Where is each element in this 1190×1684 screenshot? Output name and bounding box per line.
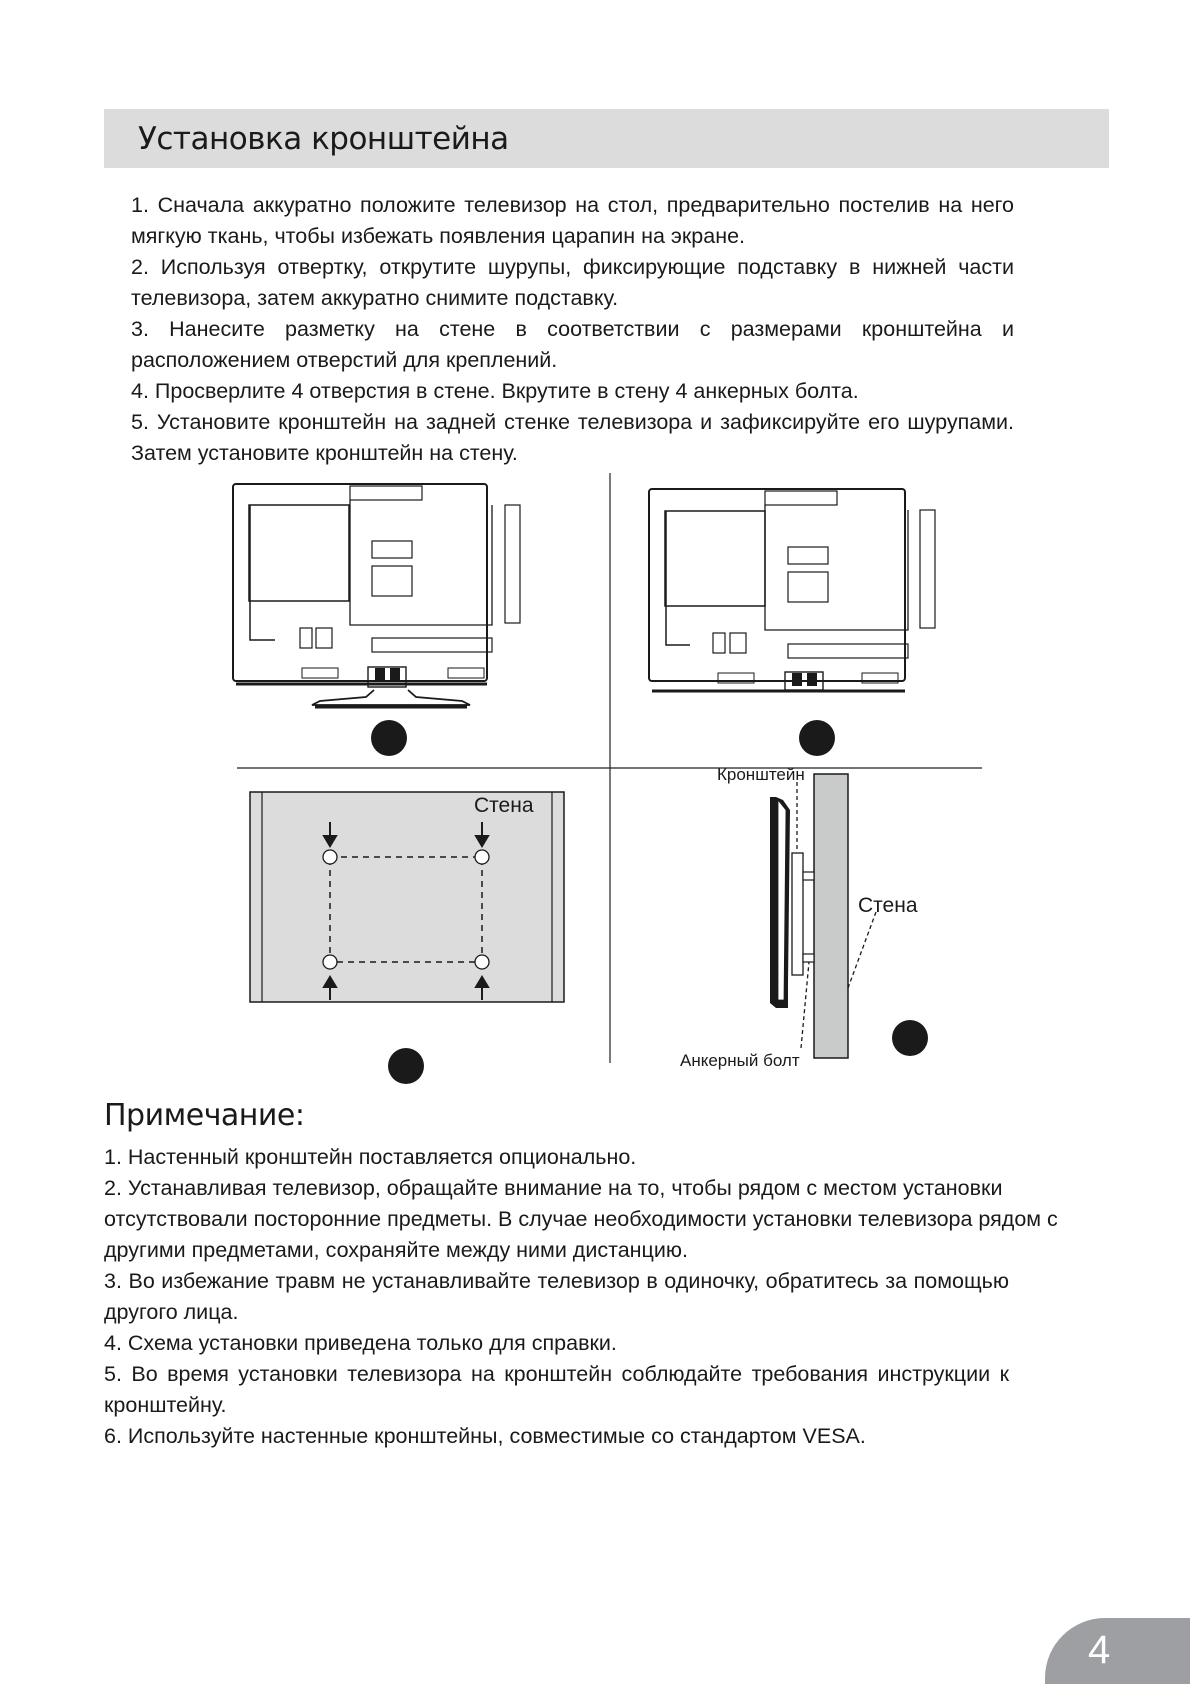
tv-back-with-stand-illustration	[233, 484, 520, 707]
step-marker-circle-1	[371, 720, 407, 756]
step-5: 5. Установите кронштейн на задней стенке телевизора и зафиксируйте его шурупами. Затем установите кронштейн на стену.	[131, 410, 1014, 465]
note-5: 5. Во время установки телевизора на кронштейн соблюдайте требования инструкции к кронштейну.	[104, 1362, 1009, 1417]
step-marker-circle-4	[892, 1020, 928, 1056]
step-3: 3. Нанесите разметку на стене в соответствии с размерами кронштейна и расположением отверстий для креплений.	[131, 317, 1014, 372]
step-2: 2. Используя отвертку, открутите шурупы, фиксирующие подставку в нижней части телевизора, затем аккуратно снимите подставку.	[131, 255, 1014, 310]
step-marker-circle-2	[799, 720, 835, 756]
note-4: 4. Схема установки приведена только для справки.	[104, 1331, 617, 1355]
notes-title: Примечание:	[104, 1098, 305, 1133]
note-2: 2. Устанавливая телевизор, обращайте внимание на то, чтобы рядом с местом установки отсутствовали посторонние предметы. В случае необходимости установки телевизора рядом с другими предметами, сохраняйте между ними дистанцию.	[104, 1176, 1058, 1262]
anchor-bolt-label: Анкерный болт	[680, 1051, 800, 1070]
note-6: 6. Используйте настенные кронштейны, совместимые со стандартом VESA.	[104, 1424, 866, 1448]
notes-list	[104, 1142, 1084, 1452]
side-view-mounting-illustration	[680, 765, 918, 1070]
step-4: 4. Просверлите 4 отверстия в стене. Вкрутите в стену 4 анкерных болта.	[131, 379, 859, 403]
page-title: Установка кронштейна	[138, 121, 509, 157]
wall-marking-illustration	[250, 792, 564, 1002]
page-number: 4	[1088, 1628, 1111, 1672]
wall-label-side: Стена	[858, 894, 918, 917]
note-1: 1. Настенный кронштейн поставляется опционально.	[104, 1145, 637, 1169]
bracket-label: Кронштейн	[717, 765, 805, 784]
note-3: 3. Во избежание травм не устанавливайте телевизор в одиночку, обратитесь за помощью другого лица.	[104, 1269, 1009, 1324]
tv-back-without-stand-illustration	[649, 489, 935, 691]
wall-label-front: Стена	[474, 794, 534, 817]
step-marker-circle-3	[388, 1048, 424, 1084]
step-1: 1. Сначала аккуратно положите телевизор на стол, предварительно постелив на него мягкую ткань, чтобы избежать появления царапин на экране.	[131, 193, 1014, 248]
